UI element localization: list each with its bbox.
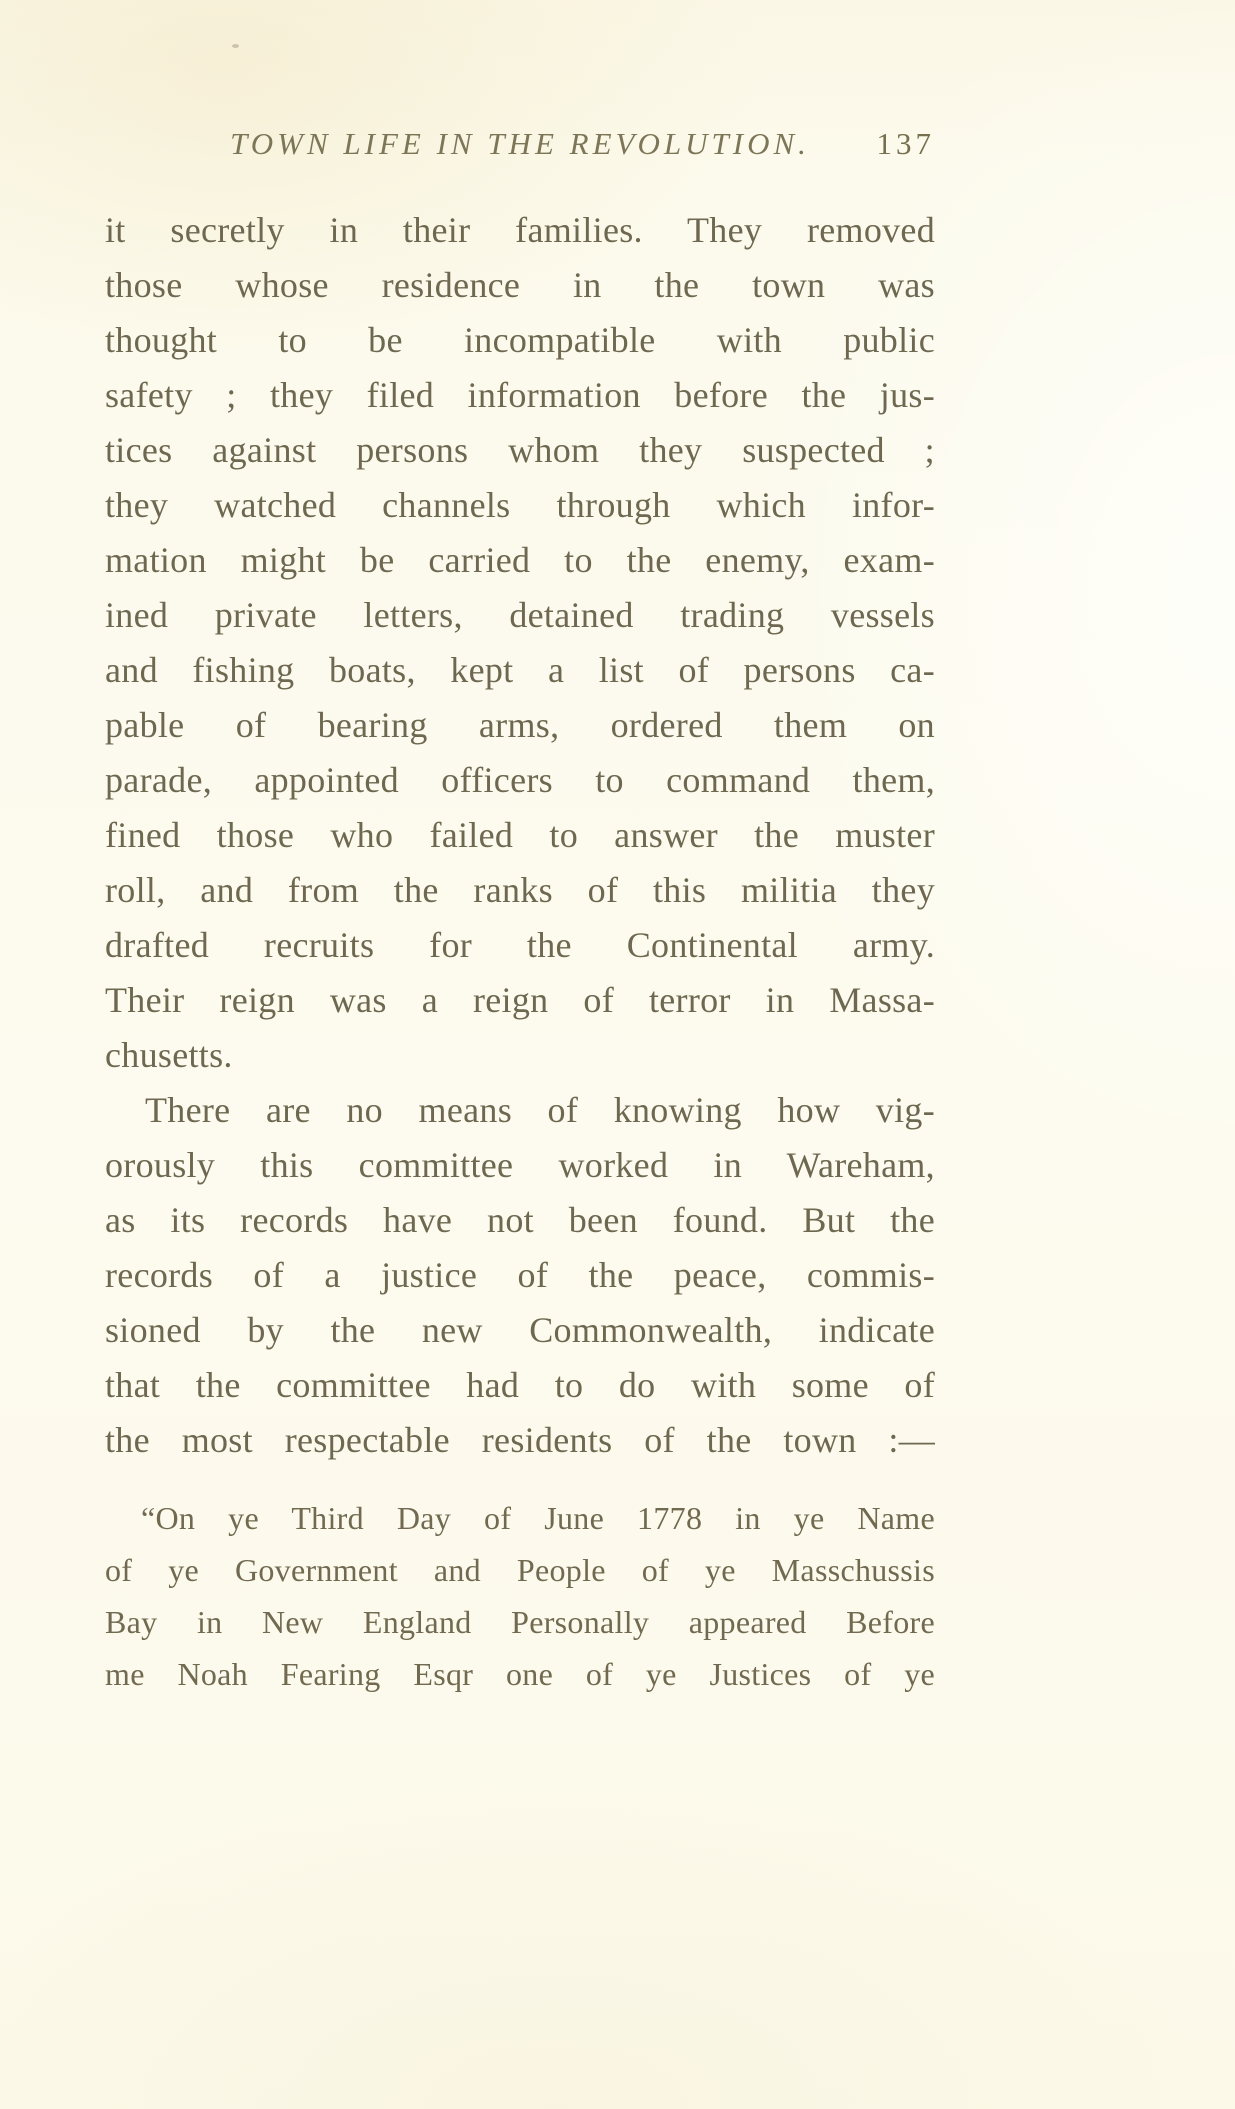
text-line: tices against persons whom they suspected ; [105, 430, 935, 470]
paper-speck [232, 44, 239, 48]
text-line: “On ye Third Day of June 1778 in ye Name [141, 1500, 935, 1536]
text-line: drafted recruits for the Continental army. [105, 925, 935, 965]
quoted-deposition [105, 1492, 935, 1700]
text-line: ined private letters, detained trading vessels [105, 595, 935, 635]
running-head [105, 124, 935, 164]
running-head-title: TOWN LIFE IN THE REVOLUTION. [230, 126, 810, 161]
text-line: chusetts. [105, 1035, 233, 1075]
text-line: they watched channels through which infor- [105, 485, 935, 525]
text-line: parade, appointed officers to command them, [105, 760, 935, 800]
text-line: pable of bearing arms, ordered them on [105, 705, 935, 745]
text-line: safety ; they filed information before the jus- [105, 375, 935, 415]
text-block [105, 203, 935, 1700]
text-line: mation might be carried to the enemy, exam- [105, 540, 935, 580]
paragraph-one [105, 203, 935, 1083]
text-line: thought to be incompatible with public [105, 320, 935, 360]
text-line: of ye Government and People of ye Masschussis [105, 1552, 935, 1588]
text-line: me Noah Fearing Esqr one of ye Justices of ye [105, 1656, 935, 1692]
text-line: fined those who failed to answer the muster [105, 815, 935, 855]
text-line: roll, and from the ranks of this militia they [105, 870, 935, 910]
text-line: records of a justice of the peace, commis- [105, 1255, 935, 1295]
text-line: Bay in New England Personally appeared Before [105, 1604, 935, 1640]
text-line: it secretly in their families. They removed [105, 210, 935, 250]
text-line: those whose residence in the town was [105, 265, 935, 305]
page-number: 137 [876, 126, 935, 161]
text-line: There are no means of knowing how vig- [145, 1090, 935, 1130]
text-line: orously this committee worked in Wareham, [105, 1145, 935, 1185]
text-line: sioned by the new Commonwealth, indicate [105, 1310, 935, 1350]
text-line: Their reign was a reign of terror in Massa- [105, 980, 935, 1020]
text-line: the most respectable residents of the town :— [105, 1420, 935, 1460]
text-line: that the committee had to do with some of [105, 1365, 935, 1405]
paragraph-two [105, 1083, 935, 1468]
text-line: as its records have not been found. But the [105, 1200, 935, 1240]
text-line: and fishing boats, kept a list of persons ca- [105, 650, 935, 690]
